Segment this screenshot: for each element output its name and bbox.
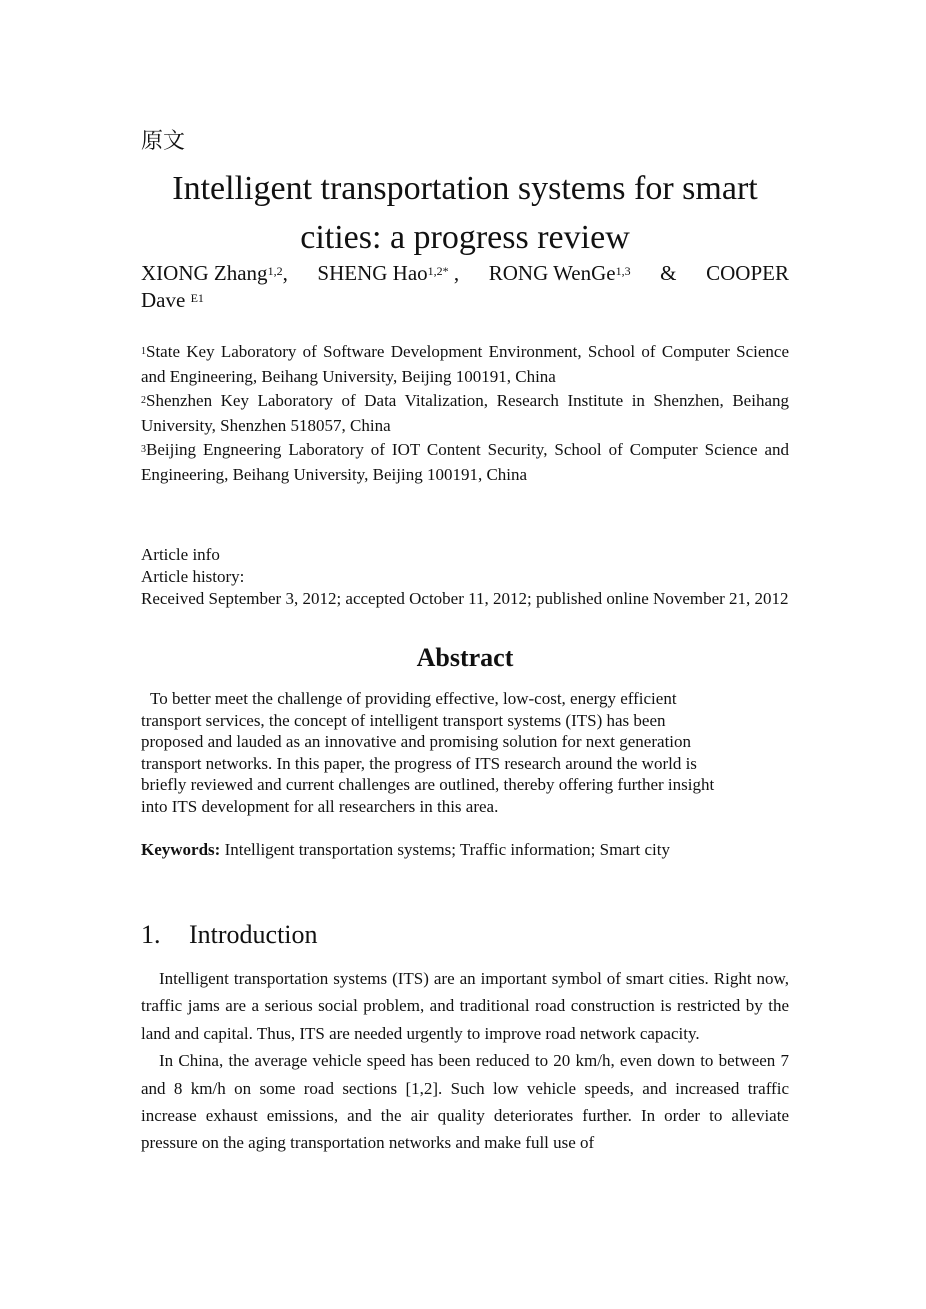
section-body [141, 965, 789, 1157]
section-title: Introduction [189, 920, 318, 949]
author: RONG WenGe$^{1,3}$ [488, 261, 631, 285]
abstract-line: transport services, the concept of intelligent transport systems (ITS) has been [141, 710, 666, 730]
affiliation: $^3$Beijing Engneering Laboratory of IOT Content Security, School of Computer Science and Engineering, Beihang University, Beijing 100191, China [141, 440, 789, 484]
abstract-heading: Abstract [416, 643, 514, 672]
paragraph: In China, the average vehicle speed has been reduced to 20 km/h, even down to between 7 and 8 km/h on some road sections [1,2]. Such low vehicle speeds, and increased traffic increase exhaust emissions, and the air quality deteriorates further. In order to alleviate pressure on the aging transportation networks and make full use of [141, 1051, 789, 1153]
abstract-line: transport networks. In this paper, the progress of ITS research around the world is [141, 753, 697, 773]
author-list [141, 260, 789, 314]
article-info [141, 544, 789, 610]
affiliation: $^2$Shenzhen Key Laboratory of Data Vitalization, Research Institute in Shenzhen, Beihang University, Shenzhen 518057, China [141, 391, 789, 435]
author: SHENG Hao$^{1,2*}$ , [317, 261, 460, 285]
affiliations [141, 340, 789, 487]
article-history-label: Article history: [141, 567, 245, 586]
abstract-line: To better meet the challenge of providing effective, low-cost, energy efficient [150, 689, 677, 708]
abstract-body [141, 688, 773, 818]
paragraph: Intelligent transportation systems (ITS) are an important symbol of smart cities. Right now, traffic jams are a serious social problem, and traditional road construction is restricted by the land and capital. Thus, ITS are needed urgently to improve road network capacity. [141, 969, 789, 1043]
article-info-label: Article info [141, 545, 220, 564]
keywords [141, 840, 789, 860]
keywords-label: Keywords: [141, 840, 221, 859]
article-history: Received September 3, 2012; accepted October 11, 2012; published online November 21, 2012 [141, 589, 789, 608]
paper-title: Intelligent transportation systems for smart cities: a progress review [172, 170, 758, 256]
abstract-line: proposed and lauded as an innovative and promising solution for next generation [141, 732, 692, 752]
author-first-part: COOPER [706, 261, 789, 285]
section-number: 1. [141, 920, 161, 949]
abstract-line: briefly reviewed and current challenges are outlined, thereby offering further insight [141, 775, 715, 795]
author: Dave $^{E1}$ [141, 288, 204, 312]
abstract-line: into ITS development for all researchers in this area. [141, 796, 499, 816]
author: XIONG Zhang$^{1,2}$, [141, 261, 288, 285]
header-label: 原文 [141, 129, 186, 154]
author-separator: & [660, 261, 677, 285]
keywords-text: Intelligent transportation systems; Traffic information; Smart city [224, 840, 670, 859]
affiliation: $^1$State Key Laboratory of Software Development Environment, School of Computer Science and Engineering, Beihang University, Beijing 100191, China [141, 342, 789, 386]
section-heading [141, 920, 318, 950]
